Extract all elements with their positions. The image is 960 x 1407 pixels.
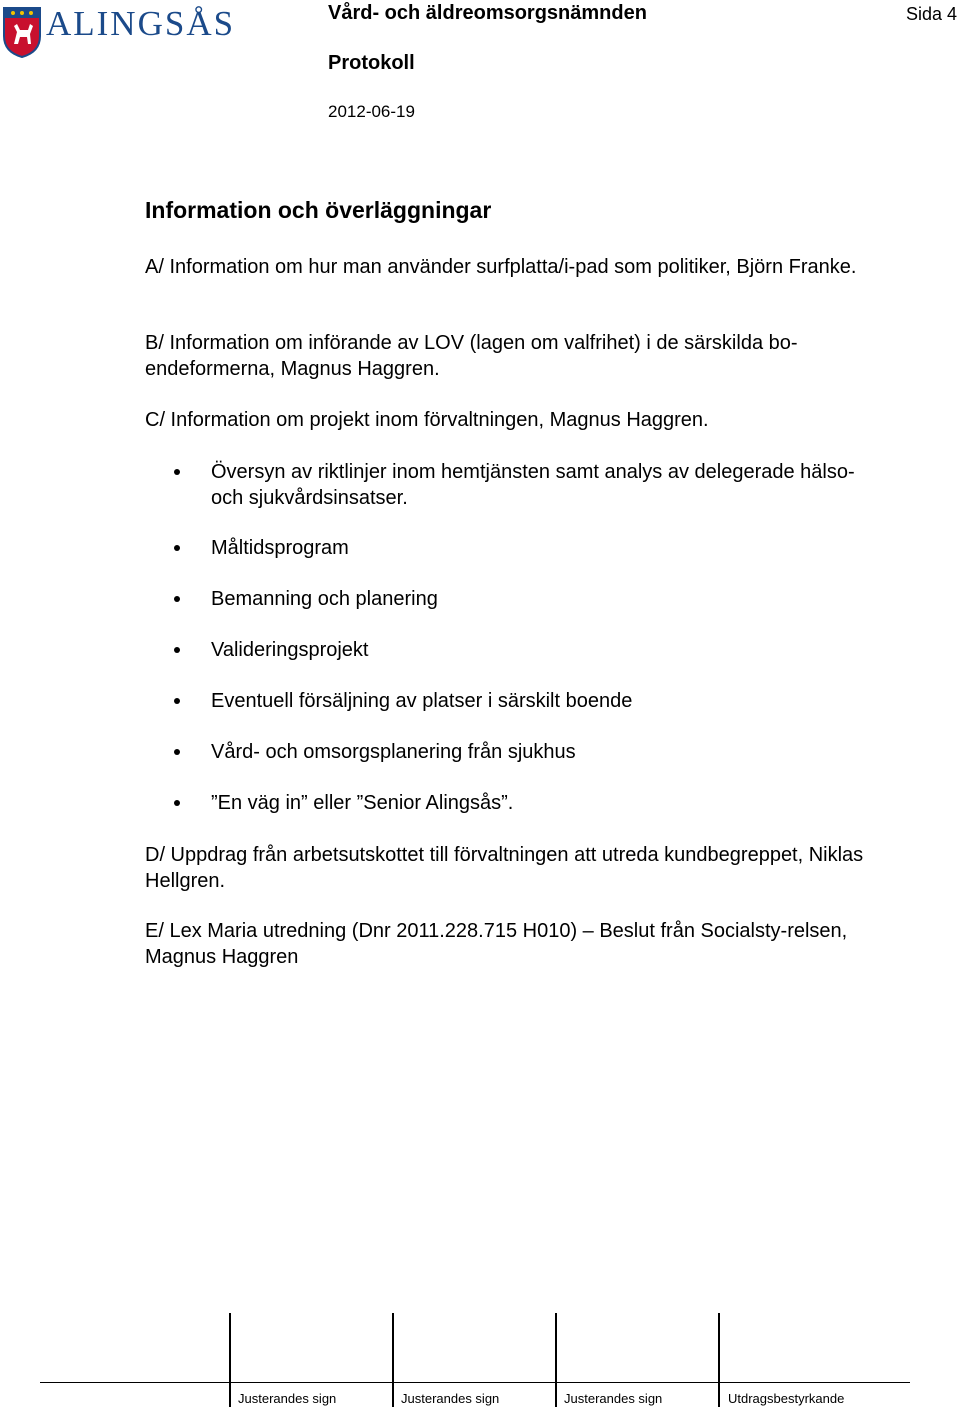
- list-item-text: Valideringsprojekt: [211, 639, 369, 661]
- list-item-text: Måltidsprogram: [211, 537, 349, 559]
- logo-text: ALINGSÅS: [46, 4, 236, 43]
- bullet-icon: [174, 596, 180, 602]
- list-item-text: Vård- och omsorgsplanering från sjukhus: [211, 741, 576, 763]
- signature-label: Justerandes sign: [238, 1391, 337, 1406]
- logo: [0, 4, 260, 60]
- section-heading: Information och överläggningar: [145, 197, 492, 223]
- signature-line: [40, 1382, 910, 1383]
- list-item-text: Översyn av riktlinjer inom hemtjänsten samt analys av delegerade hälso- och sjukvårdsinsatser.: [211, 461, 855, 509]
- paragraph-c: C/ Information om projekt inom förvaltningen, Magnus Haggren.: [145, 409, 709, 431]
- signature-divider: [229, 1313, 231, 1407]
- paragraph-d: D/ Uppdrag från arbetsutskottet till förvaltningen att utreda kundbegreppet, Niklas Hellgren.: [145, 844, 864, 892]
- coat-of-arms-icon: [2, 6, 42, 58]
- certification-label: Utdragsbestyrkande: [728, 1391, 845, 1406]
- list-item-text: Eventuell försäljning av platser i särskilt boende: [211, 690, 633, 712]
- bullet-icon: [174, 469, 180, 475]
- paragraph-e: E/ Lex Maria utredning (Dnr 2011.228.715 H010) – Beslut från Socialsty-relsen, Magnus Haggren: [145, 920, 848, 968]
- page-number: Sida 4: [906, 4, 958, 24]
- signature-label: Justerandes sign: [564, 1391, 663, 1406]
- bullet-icon: [174, 800, 180, 806]
- document-date: 2012-06-19: [328, 102, 415, 121]
- list-item-text: ”En väg in” eller ”Senior Alingsås”.: [211, 792, 514, 814]
- paragraph-b: B/ Information om införande av LOV (lagen om valfrihet) i de särskilda bo-endeformerna, Magnus Haggren.: [145, 332, 798, 380]
- bullet-icon: [174, 698, 180, 704]
- list-item-text: Bemanning och planering: [211, 588, 438, 610]
- bullet-icon: [174, 647, 180, 653]
- paragraph-a: A/ Information om hur man använder surfplatta/i-pad som politiker, Björn Franke.: [145, 256, 857, 278]
- signature-divider: [392, 1313, 394, 1407]
- signature-divider: [555, 1313, 557, 1407]
- bullet-icon: [174, 749, 180, 755]
- signature-divider: [718, 1313, 720, 1407]
- signature-label: Justerandes sign: [401, 1391, 500, 1406]
- committee-title: Vård- och äldreomsorgsnämnden: [328, 2, 647, 24]
- bullet-icon: [174, 545, 180, 551]
- document-type: Protokoll: [328, 52, 415, 74]
